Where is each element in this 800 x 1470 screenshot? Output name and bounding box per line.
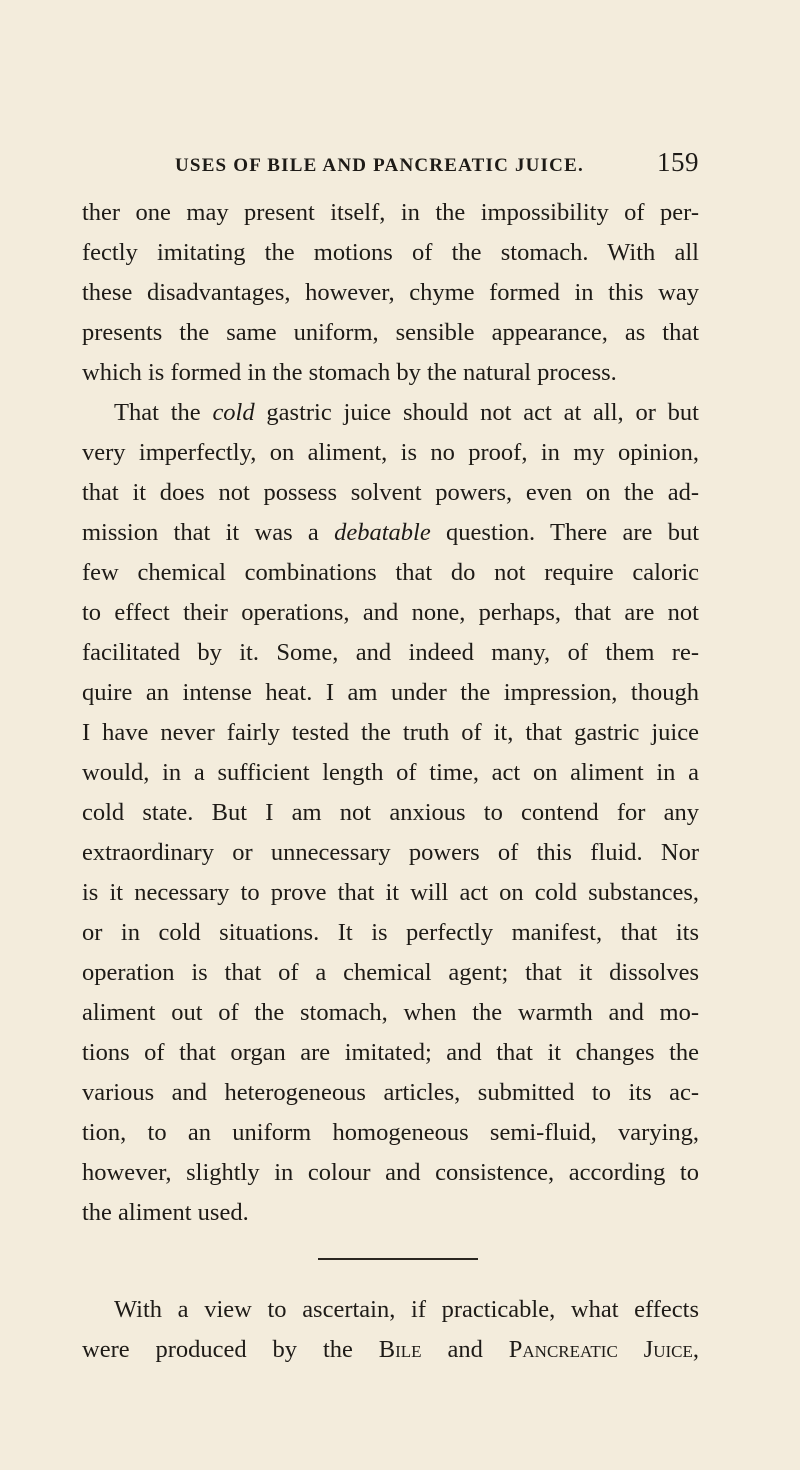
text-line: few chemical combinations that do not require caloric [82,559,699,586]
text-line: extraordinary or unnecessary powers of this fluid. Nor [82,839,699,866]
text-line: presents the same uniform, sensible appearance, as that [82,319,699,346]
text-line [82,1330,699,1370]
page-number: 159 [657,147,699,177]
text-line: fectly imitating the motions of the stomach. With all [82,239,699,266]
text-span: mission that it was a [82,519,335,546]
text-line: quire an intense heat. I am under the impression, though [82,679,699,706]
text-line: these disadvantages, however, chyme formed in this way [82,279,699,306]
text-line: very imperfectly, on aliment, is no proof, in my opinion, [82,439,699,466]
section-divider [318,1258,478,1260]
text-line: that it does not possess solvent powers, even on the ad- [82,479,699,506]
running-title: USES OF BILE AND PANCREATIC JUICE. [175,155,584,176]
text-line: would, in a sufficient length of time, act on aliment in a [82,759,699,786]
text-line: however, slightly in colour and consistence, according to [82,1159,699,1186]
text-line: With a view to ascertain, if practicable, what effects [114,1296,699,1323]
text-line: tions of that organ are imitated; and that it changes the [82,1039,699,1066]
text-line: or in cold situations. It is perfectly manifest, that its [82,919,699,946]
running-head [175,147,699,181]
text-span: , [692,1336,700,1363]
text-line [114,393,699,433]
text-line: which is formed in the stomach by the natural process. [82,359,617,386]
italic-word: cold [212,399,255,426]
text-line: tion, to an uniform homogeneous semi-fluid, varying, [82,1119,699,1146]
text-span: question. There are but [430,519,699,546]
text-line: various and heterogeneous articles, submitted to its ac- [82,1079,699,1106]
text-line: cold state. But I am not anxious to contend for any [82,799,699,826]
text-span: gastric juice should not act at all, or but [254,399,699,426]
text-line: to effect their operations, and none, perhaps, that are not [82,599,699,626]
small-caps-term: Bile [378,1336,422,1363]
text-span: were produced by the [82,1336,379,1363]
text-line: ther one may present itself, in the impossibility of per- [82,199,699,226]
text-line [82,513,699,553]
text-line: aliment out of the stomach, when the warmth and mo- [82,999,699,1026]
text-line: the aliment used. [82,1199,249,1226]
small-caps-term: Pancreatic Juice [508,1336,693,1363]
text-line: operation is that of a chemical agent; that it dissolves [82,959,699,986]
text-line: I have never fairly tested the truth of it, that gastric juice [82,719,699,746]
text-line: facilitated by it. Some, and indeed many, of them re- [82,639,699,666]
text-line: is it necessary to prove that it will act on cold substances, [82,879,699,906]
text-span: and [421,1336,509,1363]
italic-word: debatable [334,519,431,546]
text-span: That the [114,399,213,426]
